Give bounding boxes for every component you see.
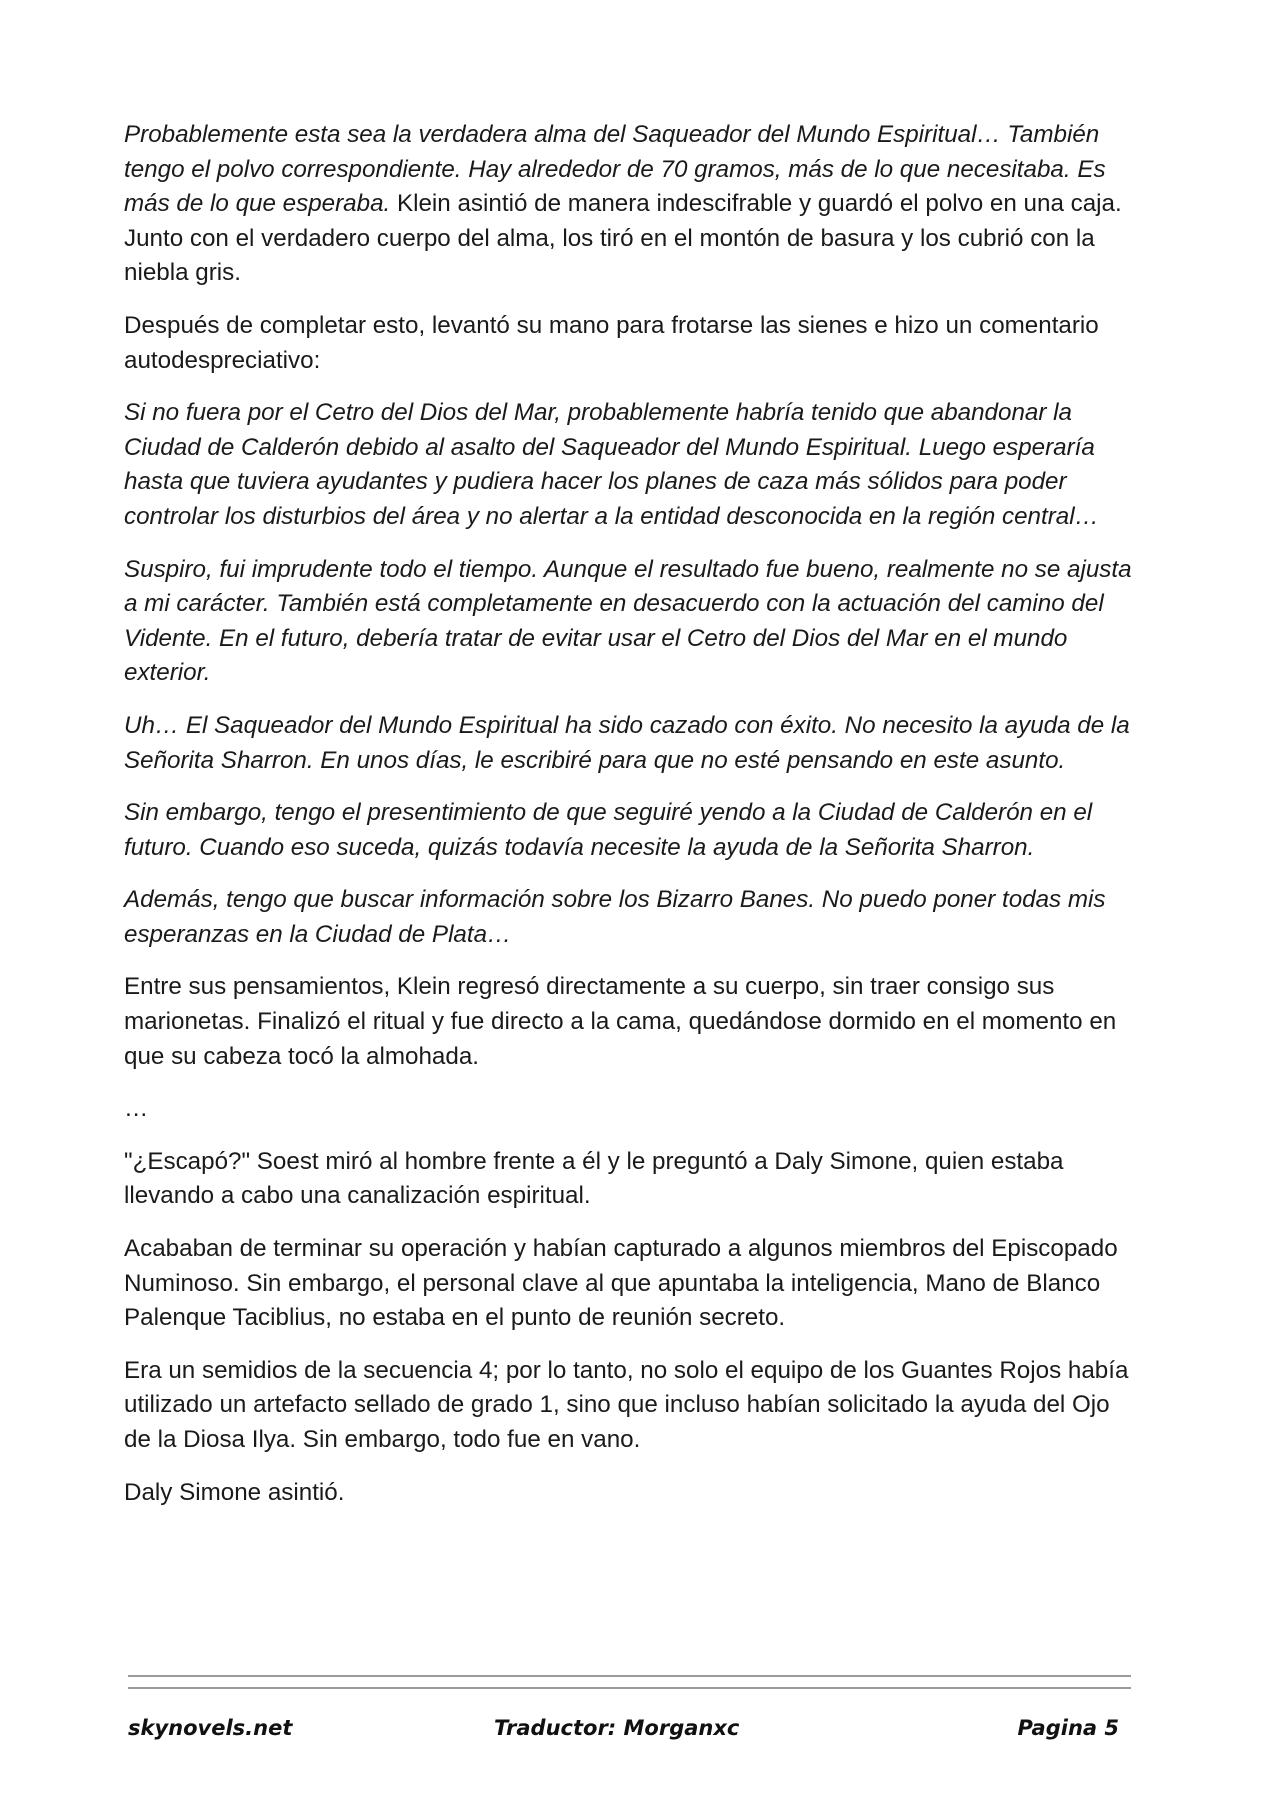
paragraph-9-text: "¿Escapó?" Soest miró al hombre frente a él y le preguntó a Daly Simone, quien estaba llevando a cabo una canalización espiritual.	[124, 1147, 1064, 1210]
paragraph-5	[124, 709, 1138, 778]
scene-break	[124, 1092, 1138, 1127]
paragraph-4-text: Suspiro, fui imprudente todo el tiempo. Aunque el resultado fue bueno, realmente no se ajusta a mi carácter. También está completamente en desacuerdo con la actuación del camino del Vidente. En el futuro, debería tratar de evitar usar el Cetro del Dios del Mar en el mundo exterior.	[124, 555, 1132, 687]
paragraph-8-text: Entre sus pensamientos, Klein regresó directamente a su cuerpo, sin traer consigo sus marionetas. Finalizó el ritual y fue directo a la cama, quedándose dormido en el momento en que su cabeza tocó la almohada.	[124, 973, 1117, 1070]
paragraph-6-text: Sin embargo, tengo el presentimiento de que seguiré yendo a la Ciudad de Calderón en el futuro. Cuando eso suceda, quizás todavía necesite la ayuda de la Señorita Sharron.	[124, 799, 1093, 861]
paragraph-11	[124, 1354, 1138, 1458]
scene-break-ellipsis: …	[124, 1095, 149, 1123]
paragraph-6	[124, 796, 1138, 865]
paragraph-12-text: Daly Simone asintió.	[124, 1478, 345, 1506]
paragraph-9	[124, 1145, 1138, 1214]
paragraph-1-thought: Probablemente esta sea la verdadera alma del Saqueador del Mundo Espiritual… También tengo el polvo correspondiente. Hay alrededor de 70 gramos, más de lo que necesitaba. Es más de lo que esperaba.	[124, 121, 1106, 218]
footer-page-number: Pagina 5	[1017, 1716, 1119, 1740]
paragraph-10	[124, 1232, 1138, 1336]
paragraph-4	[124, 553, 1138, 691]
paragraph-3	[124, 396, 1138, 534]
paragraph-1	[124, 118, 1138, 291]
paragraph-2	[124, 309, 1138, 378]
paragraph-7	[124, 883, 1138, 952]
paragraph-3-text: Si no fuera por el Cetro del Dios del Mar, probablemente habría tenido que abandonar la Ciudad de Calderón debido al asalto del Saqueador del Mundo Espiritual. Luego esperaría hasta que tuviera ayudantes y pudiera hacer los planes de caza más sólidos para poder controlar los disturbios del área y no alertar a la entidad desconocida en la región central…	[124, 399, 1099, 530]
paragraph-12	[124, 1476, 1138, 1511]
footer-divider-top	[128, 1675, 1131, 1677]
document-body	[124, 118, 1138, 1528]
paragraph-5-text: Uh… El Saqueador del Mundo Espiritual ha sido cazado con éxito. No necesito la ayuda de la Señorita Sharron. En unos días, le escribiré para que no esté pensando en este asunto.	[124, 711, 1130, 774]
paragraph-11-text: Era un semidios de la secuencia 4; por lo tanto, no solo el equipo de los Guantes Rojos había utilizado un artefacto sellado de grado 1, sino que incluso habían solicitado la ayuda del Ojo de la Diosa Ilya. Sin embargo, todo fue en vano.	[124, 1356, 1129, 1453]
page-footer	[128, 1716, 1131, 1750]
paragraph-8	[124, 970, 1138, 1074]
footer-translator: Traductor: Morganxc	[494, 1716, 740, 1740]
paragraph-7-text: Además, tengo que buscar información sobre los Bizarro Banes. No puedo poner todas mis esperanzas en la Ciudad de Plata…	[124, 886, 1106, 948]
footer-divider-bottom	[128, 1687, 1131, 1689]
paragraph-2-text: Después de completar esto, levantó su mano para frotarse las sienes e hizo un comentario autodespreciativo:	[124, 311, 1099, 374]
paragraph-10-text: Acababan de terminar su operación y habían capturado a algunos miembros del Episcopado Numinoso. Sin embargo, el personal clave al que apuntaba la inteligencia, Mano de Blanco Palenque Taciblius, no estaba en el punto de reunión secreto.	[124, 1235, 1118, 1332]
footer-site: skynovels.net	[128, 1716, 293, 1740]
paragraph-1-narration: Klein asintió de manera indescifrable y guardó el polvo en una caja. Junto con el verdadero cuerpo del alma, los tiró en el montón de basura y los cubrió con la niebla gris.	[124, 190, 1122, 287]
